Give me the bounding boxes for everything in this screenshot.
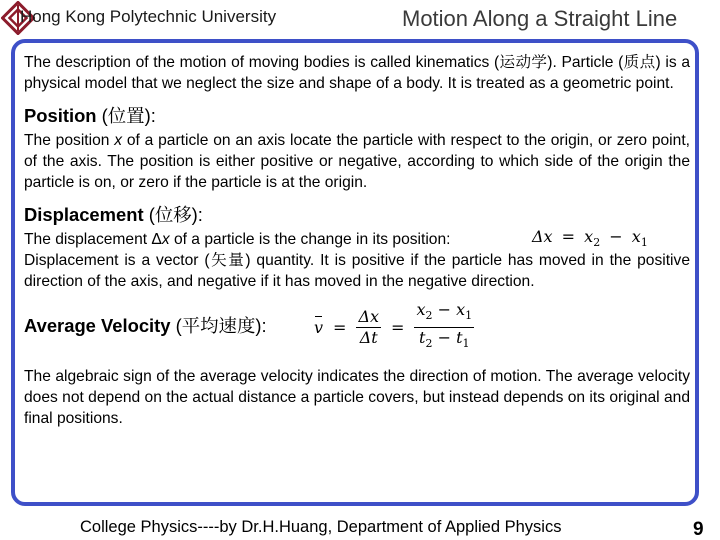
intro-paragraph: The description of the motion of moving bodies is called kinematics (运动学). Particle (质点) is a physical model that we neglect the size and shape of a body. It is treated as a geometric point.	[24, 54, 690, 92]
displacement-heading	[24, 203, 690, 227]
position-section	[24, 104, 690, 193]
displacement-heading-cn: (位移):	[148, 204, 203, 225]
fx1-sub: 1	[465, 309, 473, 323]
ft1: t	[456, 327, 463, 347]
eq-equals: =	[561, 227, 576, 246]
fx1: x	[456, 300, 466, 320]
displacement-section	[24, 203, 690, 292]
t-difference	[417, 328, 471, 354]
x-difference	[414, 300, 474, 327]
average-velocity-row	[24, 302, 690, 354]
delta-t: Δt	[359, 327, 378, 347]
position-heading-label: Position	[24, 105, 97, 126]
footer-credit: College Physics----by Dr.H.Huang, Department of Applied Physics	[80, 518, 562, 536]
ft2-sub: 2	[425, 336, 433, 350]
eq-minus: −	[609, 227, 623, 246]
delta-fraction	[356, 307, 381, 348]
displacement-paragraph: Displacement is a vector (矢量) quantity. It is positive if the particle has moved in the positive direction of the axis, and negative if it has moved in the negative direction.	[24, 252, 690, 290]
position-variable: x	[114, 132, 123, 149]
eq-x2: x	[584, 227, 594, 246]
position-text-after: of a particle on an axis locate the particle with respect to the origin, or zero point, of the axis. The position is either positive or negative, according to which side of the origin the particle is on, or zero if the particle is at the origin.	[24, 132, 690, 191]
displacement-variable: x	[161, 231, 170, 248]
average-velocity-paragraph: The algebraic sign of the average velocity indicates the direction of motion. The average velocity does not depend on the actual distance a particle covers, but instead depends on its original and final positions.	[24, 368, 690, 427]
displacement-text-before: The displacement	[24, 231, 152, 248]
position-text-before: The position	[24, 132, 115, 149]
formula-equals-2: =	[391, 317, 405, 337]
ft1-sub: 1	[462, 336, 470, 350]
average-velocity-heading	[24, 314, 267, 338]
difference-fraction	[414, 300, 474, 353]
fx2: x	[416, 300, 426, 320]
eq-lhs: Δx	[532, 227, 553, 246]
delta-x: Δx	[358, 306, 380, 326]
position-heading-cn: (位置):	[101, 105, 156, 126]
v-bar: v	[314, 317, 324, 337]
slide-title: Motion Along a Straight Line	[402, 6, 678, 31]
average-velocity-formula	[314, 302, 480, 352]
slide-content	[24, 52, 690, 429]
university-name: Hong Kong Polytechnic University	[20, 7, 277, 26]
position-heading	[24, 104, 690, 128]
displacement-equation	[532, 226, 648, 253]
displacement-heading-label: Displacement	[24, 204, 144, 225]
eq-x1: x	[631, 227, 641, 246]
eq-sub1: 1	[640, 236, 648, 250]
position-paragraph	[24, 130, 690, 193]
delta-symbol: Δ	[151, 231, 162, 248]
eq-sub2: 2	[593, 236, 601, 250]
average-velocity-heading-cn: (平均速度):	[175, 315, 267, 336]
displacement-line	[24, 229, 690, 250]
displacement-text-after: of a particle is the change in its position:	[169, 231, 451, 248]
average-velocity-heading-label: Average Velocity	[24, 315, 171, 336]
formula-equals-1: =	[333, 317, 347, 337]
page-number: 9	[693, 519, 704, 540]
ft-minus: −	[437, 327, 451, 347]
fx-minus: −	[437, 300, 451, 320]
fx2-sub: 2	[425, 309, 433, 323]
ft2: t	[419, 327, 426, 347]
